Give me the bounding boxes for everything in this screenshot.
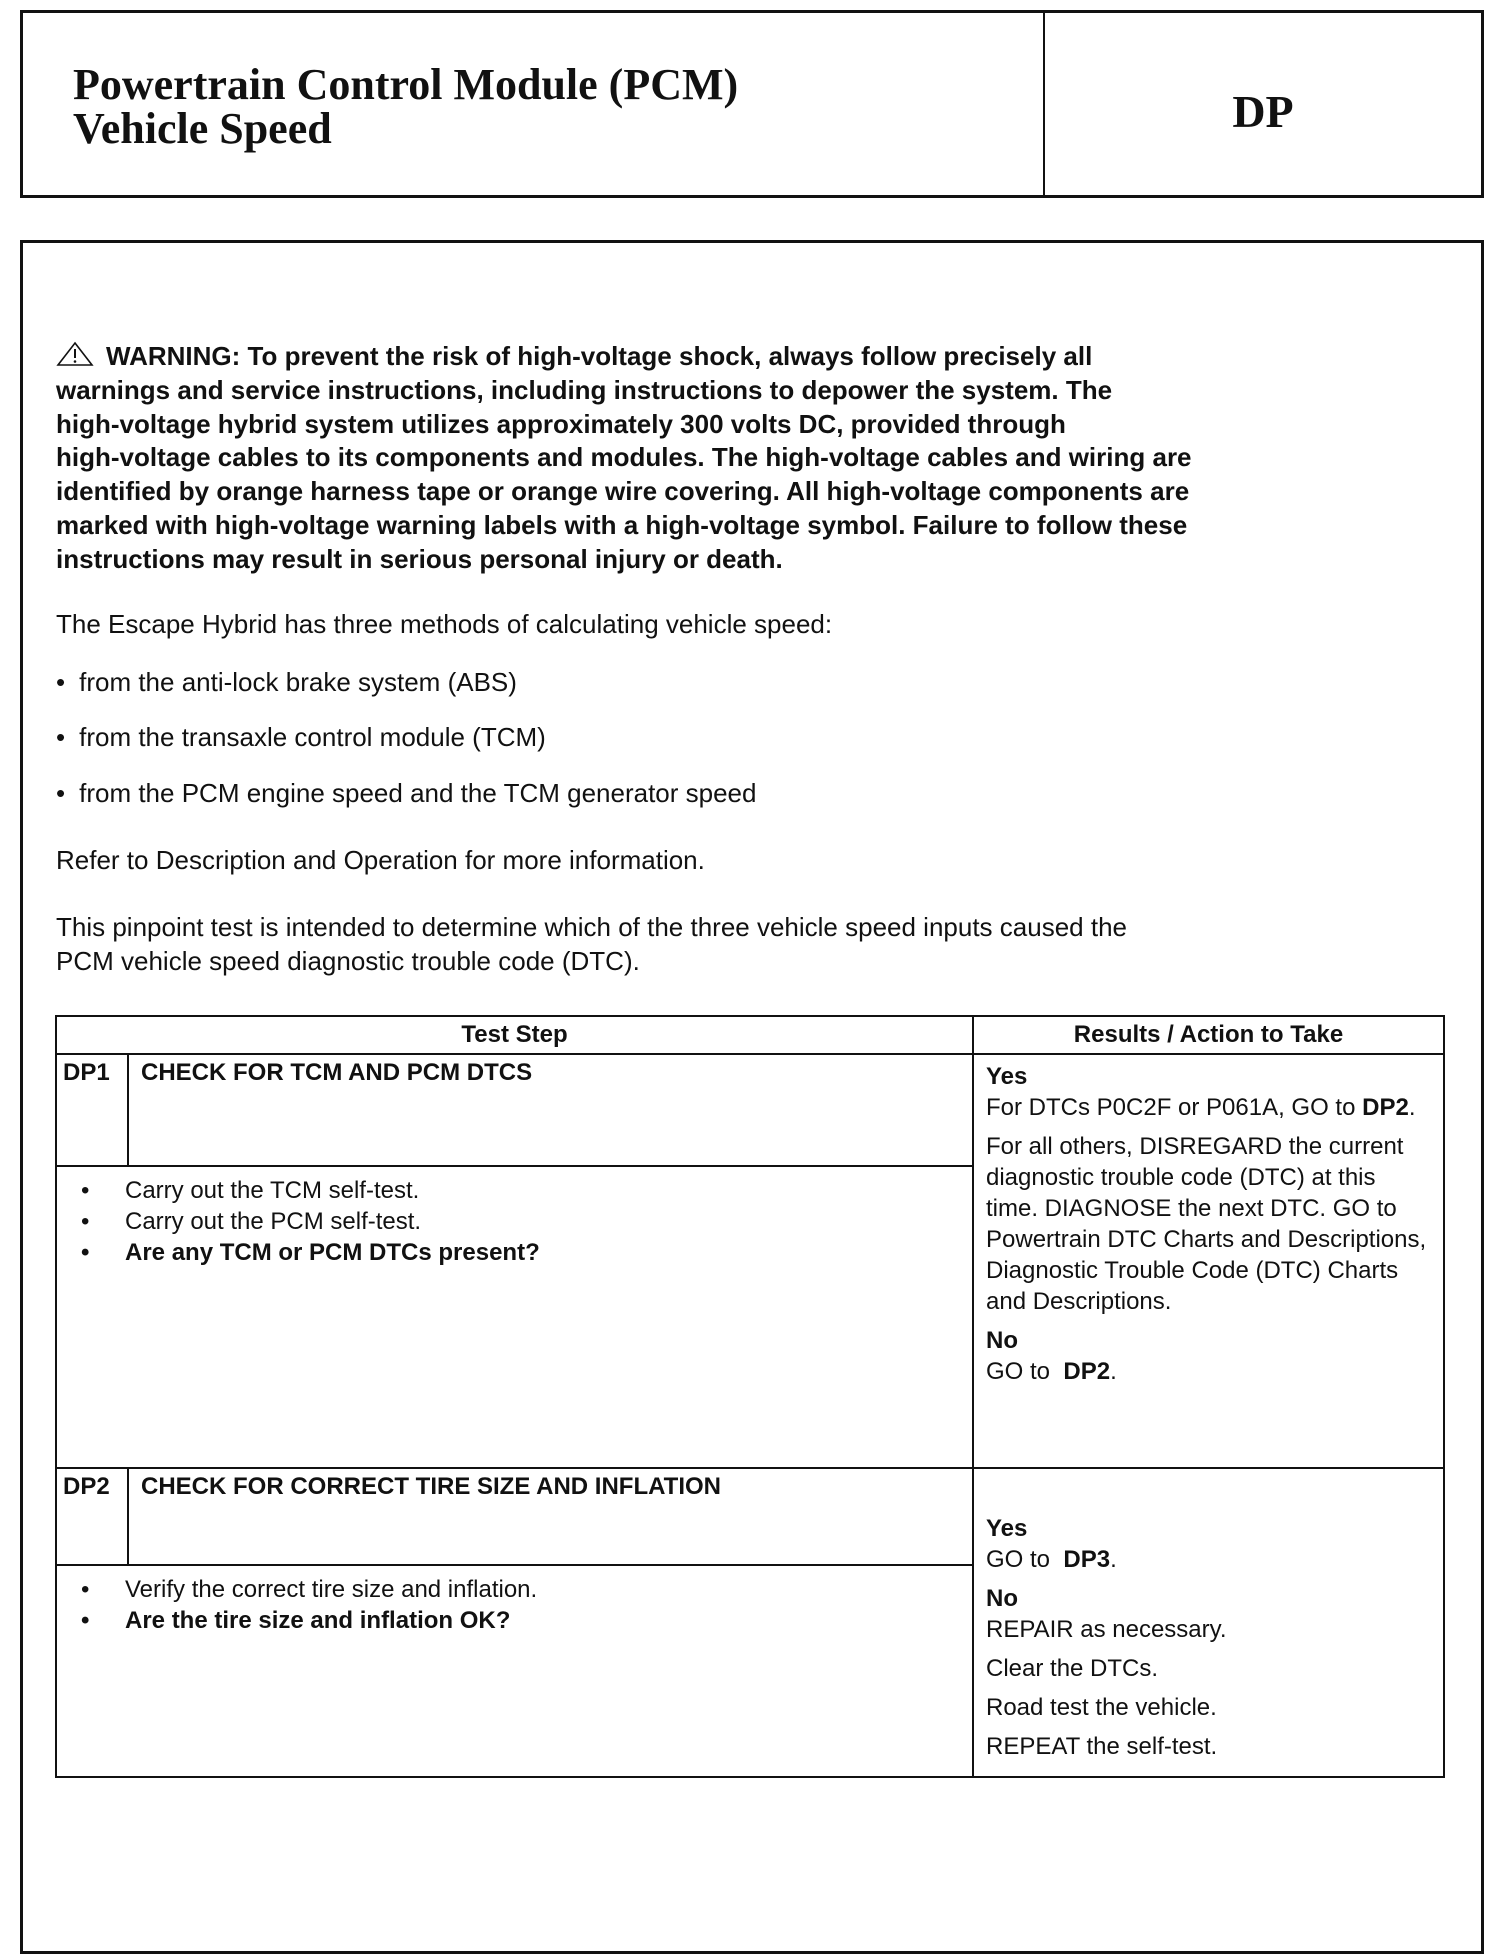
step-id: DP2 (56, 1468, 128, 1565)
warning-line: high-voltage hybrid system utilizes approximately 300 volts DC, provided through (56, 408, 1066, 439)
no-text: GO to (986, 1358, 1051, 1385)
step-instructions (56, 1565, 973, 1777)
warning-line: instructions may result in serious personal injury or death. (56, 543, 783, 574)
table-header-row (56, 1016, 1444, 1054)
pinpoint-test-table (55, 1015, 1445, 1778)
step-id: DP1 (56, 1054, 128, 1166)
step-link[interactable]: DP2 (1362, 1094, 1409, 1121)
intro-text: The Escape Hybrid has three methods of calculating vehicle speed: (56, 609, 833, 639)
header-box (20, 10, 1484, 198)
warning-triangle-icon (56, 341, 94, 367)
step-results: Yes GO to DP3. No REPAIR as necessary. Clear the DTCs. Road test the vehicle. REPEAT the self-test. (973, 1468, 1444, 1777)
header-results: Results / Action to Take (973, 1016, 1444, 1054)
warning-line: WARNING: To prevent the risk of high-voltage shock, always follow precisely all (106, 341, 1093, 371)
instruction-item: • Carry out the TCM self-test. (125, 1175, 960, 1206)
warning-line: marked with high-voltage warning labels with a high-voltage symbol. Failure to follow these (56, 509, 1188, 540)
refer-text: Refer to Description and Operation for more information. (56, 845, 705, 875)
method-item: • from the PCM engine speed and the TCM generator speed (56, 776, 756, 810)
no-action: REPEAT the self-test. (986, 1733, 1218, 1760)
step-title-row (56, 1468, 1444, 1565)
title-line-2: Vehicle Speed (73, 104, 332, 153)
yes-text: For all others, DISREGARD the current diagnostic trouble code (DTC) at this time. DIAGNOSE the next DTC. GO to Powertrain DTC Charts and Descriptions, Diagnostic Trouble Code (DTC) Charts and Descriptions. (986, 1133, 1427, 1315)
section-code: DP (1232, 86, 1294, 137)
warning-line: identified by orange harness tape or orange wire covering. All high-voltage components are (56, 476, 1190, 507)
no-label: No (986, 1585, 1018, 1612)
instruction-item: • Verify the correct tire size and inflation. (125, 1574, 960, 1605)
instruction-item: • Carry out the PCM self-test. (125, 1206, 960, 1237)
header-test-step: Test Step (56, 1016, 973, 1054)
page-title (73, 60, 739, 153)
no-action: REPAIR as necessary. (986, 1616, 1227, 1643)
no-action: Road test the vehicle. (986, 1694, 1217, 1721)
step-title: CHECK FOR CORRECT TIRE SIZE AND INFLATION (128, 1468, 973, 1565)
warning-line: warnings and service instructions, including instructions to depower the system. The (56, 374, 1113, 405)
yes-text: For DTCs P0C2F or P061A, GO to (986, 1094, 1356, 1121)
yes-text: GO to (986, 1546, 1051, 1573)
warning-line: high-voltage cables to its components and modules. The high-voltage cables and wiring are (56, 442, 1192, 473)
method-item: • from the anti-lock brake system (ABS) (56, 665, 517, 699)
purpose-text (56, 910, 1127, 978)
step-title: CHECK FOR TCM AND PCM DTCS (128, 1054, 973, 1166)
instruction-question: • Are the tire size and inflation OK? (125, 1605, 960, 1636)
purpose-line: PCM vehicle speed diagnostic trouble code (DTC). (56, 946, 640, 976)
title-line-1: Powertrain Control Module (PCM) (73, 60, 739, 109)
no-label: No (986, 1327, 1018, 1354)
step-link[interactable]: DP2 (1063, 1358, 1111, 1385)
method-item: • from the transaxle control module (TCM) (56, 720, 546, 754)
purpose-line: This pinpoint test is intended to determine which of the three vehicle speed inputs caused the (56, 912, 1127, 942)
instruction-question: • Are any TCM or PCM DTCs present? (125, 1237, 960, 1268)
step-instructions (56, 1166, 973, 1468)
warning-block (56, 340, 1192, 577)
no-action: Clear the DTCs. (986, 1655, 1159, 1682)
step-link[interactable]: DP3 (1063, 1546, 1111, 1573)
step-results: Yes For DTCs P0C2F or P061A, GO to DP2. For all others, DISREGARD the current diagnostic trouble code (DTC) at this time. DIAGNOSE the next DTC. GO to Powertrain DTC Charts and Descriptions, Diagnostic Trouble Code (DTC) Charts and Descriptions. No GO to DP2. (973, 1054, 1444, 1468)
step-title-row (56, 1054, 1444, 1166)
yes-label: Yes (986, 1515, 1028, 1542)
yes-label: Yes (986, 1063, 1028, 1090)
